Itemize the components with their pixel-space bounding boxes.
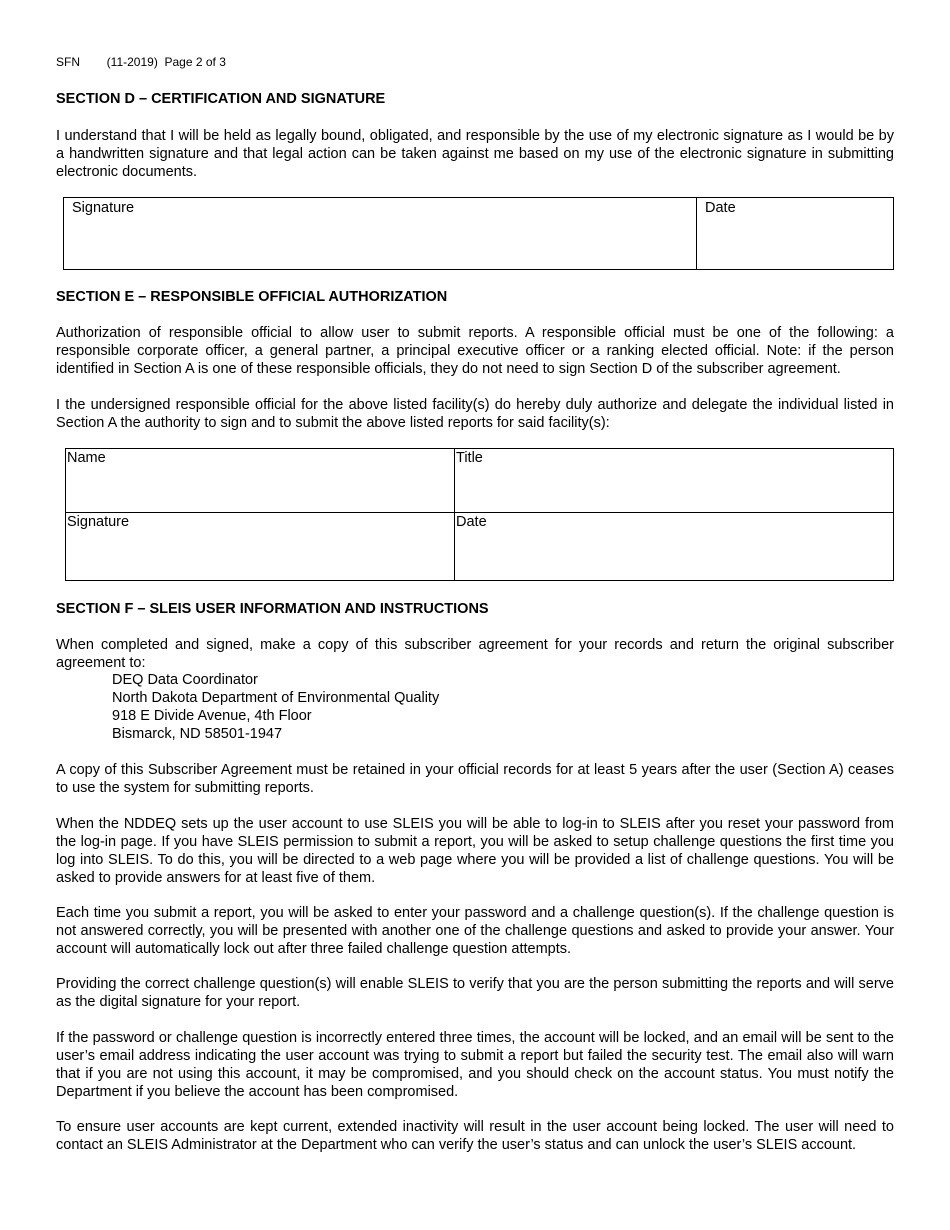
date-label: Date xyxy=(705,200,736,216)
signature-label: Signature xyxy=(72,200,135,216)
section-f-challenge-text: Each time you submit a report, you will be asked to enter your password and a challenge question(s). If the challenge question is not answered correctly, you will be presented with another one of the challenge questions and asked to provide your answer. Your account will automatically lock out after three failed challenge question attempts. xyxy=(56,905,894,957)
address-line: Bismarck, ND 58501-1947 xyxy=(112,726,283,742)
section-d-date-field[interactable] xyxy=(697,198,894,270)
section-d-text: I understand that I will be held as legally bound, obligated, and responsible by the use of my electronic signature as I would be by a handwritten signature and that legal action can be taken against me based on my use of the electronic signature in submitting electronic documents. xyxy=(56,128,894,180)
section-f-inactivity-text: To ensure user accounts are kept current, extended inactivity will result in the user account being locked. The user will need to contact an SLEIS Administrator at the Department who can verify the user’s status and can unlock the user’s SLEIS account. xyxy=(56,1119,894,1153)
section-f-retention-text: A copy of this Subscriber Agreement must be retained in your official records for at least 5 years after the user (Section A) ceases to use the system for submitting reports. xyxy=(56,762,894,796)
section-e-signature-field[interactable] xyxy=(66,513,455,581)
date-label: Date xyxy=(456,514,487,530)
section-f-verification-text: Providing the correct challenge question(s) will enable SLEIS to verify that you are the person submitting the reports and will serve as the digital signature for your report. xyxy=(56,976,894,1010)
address-line: 918 E Divide Avenue, 4th Floor xyxy=(112,708,312,724)
section-f-login-text: When the NDDEQ sets up the user account to use SLEIS you will be able to log-in to SLEIS after you reset your password from the log-in page. If you have SLEIS permission to submit a report, you will be asked to setup challenge questions the first time you log into SLEIS. To do this, you will be directed to a web page where you will be provided a list of challenge questions. You will be asked to provide answers for at least five of them. xyxy=(56,816,894,886)
section-e-official-table xyxy=(65,448,894,581)
address-line: North Dakota Department of Environmental Quality xyxy=(112,690,440,706)
section-e-title: SECTION E – RESPONSIBLE OFFICIAL AUTHORIZATION xyxy=(56,289,448,305)
signature-label: Signature xyxy=(67,514,130,530)
form-id-header: SFN (11-2019) Page 2 of 3 xyxy=(56,55,226,69)
mailing-address xyxy=(112,671,439,743)
section-e-name-field[interactable] xyxy=(66,449,455,513)
section-d-title: SECTION D – CERTIFICATION AND SIGNATURE xyxy=(56,91,386,107)
section-f-return-instructions: When completed and signed, make a copy of this subscriber agreement for your records and return the original subscriber agreement to: xyxy=(56,637,894,671)
section-e-delegation-text: I the undersigned responsible official for the above listed facility(s) do hereby duly authorize and delegate the individual listed in Section A the authority to sign and to submit the above listed reports for said facility(s): xyxy=(56,397,894,431)
title-label: Title xyxy=(456,450,483,466)
section-e-date-field[interactable] xyxy=(455,513,894,581)
address-line: DEQ Data Coordinator xyxy=(112,672,258,688)
section-f-lockout-text: If the password or challenge question is incorrectly entered three times, the account will be locked, and an email will be sent to the user’s email address indicating the user account was trying to submit a report but failed the security test. The email also will warn that if you are not using this account, it may be compromised, and you should check on the account status. You must notify the Department if you believe the account has been compromised. xyxy=(56,1030,894,1100)
section-e-authorization-text: Authorization of responsible official to allow user to submit reports. A responsible official must be one of the following: a responsible corporate officer, a general partner, a principal executive officer or a ranking elected official. Note: if the person identified in Section A is one of these responsible officials, they do not need to sign Section D of the subscriber agreement. xyxy=(56,325,894,377)
section-d-signature-field[interactable] xyxy=(64,198,697,270)
section-f-title: SECTION F – SLEIS USER INFORMATION AND INSTRUCTIONS xyxy=(56,601,489,617)
section-d-signature-table xyxy=(63,197,894,270)
section-e-title-field[interactable] xyxy=(455,449,894,513)
name-label: Name xyxy=(67,450,106,466)
